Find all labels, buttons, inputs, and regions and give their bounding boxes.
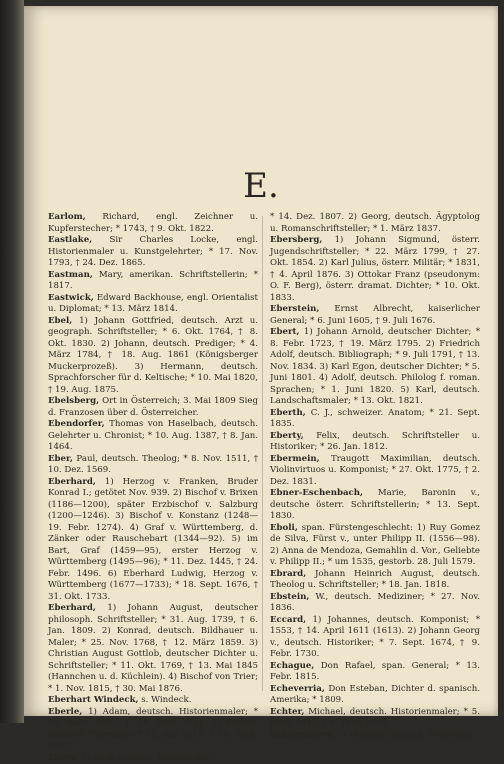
entry-headword: Ebendorfer, [48,419,105,429]
entry-text: 1) Johannes, deutsch. Komponist; * 1553, † 14. April 1611 (1613). 2) Johann Georg v., deutsch. Historiker; * 7. Sept. 1674, † 9. Febr. 1730. [270,615,480,660]
dictionary-entry [270,304,480,327]
entry-text: Mary, amerikan. Schriftstellerin; * 1817. [48,270,258,292]
entry-text: 1) Theodor, deutsch. Philosoph [337,730,472,740]
entry-headword: Eberth, [270,408,306,418]
section-letter-heading: E. [24,166,498,206]
dictionary-entry [270,615,480,661]
left-column [48,212,258,764]
entry-text: Ernst Albrecht, kaiserlicher General; * 6. Juni 1605, † 9. Juli 1676. [270,304,480,326]
entry-text: Don Rafael, span. General; * 13. Febr. 1815. [270,661,480,683]
entry-headword: Ebert, [270,327,300,337]
entry-headword: Echter, [270,707,304,717]
entry-headword: Eboli, [270,523,298,533]
entry-text: 1) Adam, deutsch. Historienmaler; * 26. März 1805, † 18. Dez. 1831. 2) Robert, deutsch. Tiermaler; * 22. Juli 1815, † 19. Sept. 1862. [48,707,258,752]
dictionary-entry [270,408,480,431]
entry-headword: Eber, [48,454,73,464]
dictionary-entry [270,707,480,730]
entry-text: 1) Johann August, deutscher philosoph. Schriftsteller; * 31. Aug. 1739, † 6. Jan. 1809. 2) Konrad, deutsch. Bildhauer u. Maler; * 25. Nov. 1768, † 12. März 1859. 3) Christian August Gottlob, deutscher Dichter u. Schriftsteller; * 11. Okt. 1769, † 13. Mai 1845 (Hannchen u. d. Küchlein). 4) Bischof von Trier; * 1. Nov. 1815, † 30. Mai 1876. [48,603,258,694]
dictionary-entry [270,235,480,304]
entry-text: Richard, engl. Zeichner u. Kupferstecher; * 1743, † 9. Okt. 1822. [48,212,258,234]
entry-text: Marie, Baronin v., deutsche österr. Schriftstellerin; * 13. Sept. 1830. [270,488,480,521]
entry-headword: Eberhard, [48,603,96,613]
entry-headword: Eccard, [270,615,306,625]
entry-text: span. Fürstengeschlecht: 1) Ruy Gomez de Silva, Fürst v., unter Philipp II. (1556—98). 2) Anna de Mendoza, Gemahlin d. Vor., Geliebte v. Philipp II.; * um 1535, gestorb. 28. Juli 1579. [270,523,480,568]
entry-headword: Earlom, [48,212,86,222]
entry-headword: Eastman, [48,270,93,280]
dictionary-entry [48,293,258,316]
dictionary-entry [270,327,480,408]
entry-text: Michael, deutsch. Historienmaler; * 5. März 1812, † 4. Febr. 1879. [270,707,480,729]
entry-text: 1) Johann Sigmund, österr. Jugendschriftsteller; * 22. März 1799, † 27. Okt. 1854. 2) Karl Julius, österr. Militär; * 1831, † 4. April 1876. 3) Ottokar Franz (pseudonym: O. F. Berg), österr. dramat. Dichter; * 10. Okt. 1833. [270,235,480,303]
entry-text: Thomas von Haselbach, deutsch. Gelehrter u. Chronist; * 10. Aug. 1387, † 8. Jan. 1464. [48,419,258,452]
dictionary-entry [270,661,480,684]
dictionary-entry [48,396,258,419]
dictionary-entry [48,316,258,397]
entry-headword: Ebermein, [270,454,320,464]
entry-headword: Ebner-Eschenbach, [270,488,363,498]
book-binding [0,0,24,723]
entry-text: 1) Herzog v. Franken, Bruder Konrad I.; getötet Nov. 939. 2) Bischof v. Brixen (1186—1200), später Erzbischof v. Salzburg (1200—1246). 3) Bischof v. Konstanz (1248—19. Febr. 1274). 4) Graf v. Württemberg, d. Zänker oder Rauschebart (1344—92). 5) im Bart, Graf (1459—95), erster Herzog v. Württemberg (1495—96); * 11. Dez. 1445, † 24. Febr. 1496. 6) Eberhard Ludwig, Herzog v. Württemberg (1677—1733); * 18. Sept. 1676, † 31. Okt. 1733. [48,477,258,602]
dictionary-entry [48,753,258,764]
dictionary-entry [48,235,258,270]
entry-headword: Eberhard, [48,477,96,487]
dictionary-entry [270,730,480,742]
dictionary-entry [270,569,480,592]
entry-text: Paul, deutsch. Theolog; * 8. Nov. 1511, † 10. Dez. 1569. [48,454,258,476]
entry-text: Don Esteban, Dichter d. spanisch. Amerika; * 1809. [270,684,480,706]
entry-text: Traugott Maximilian, deutsch. Violinvirtuos u. Komponist; * 27. Okt. 1775, † 2. Dez. 1831. [270,454,480,487]
entry-headword: Eberstein, [270,304,319,314]
entry-headword: Echague, [270,661,314,671]
entry-headword: Echtermeyer, [270,730,334,740]
entry-text: Ort in Österreich; 3. Mai 1809 Sieg d. Franzosen über d. Österreicher. [48,396,258,418]
column-divider [262,216,263,691]
book-page [24,6,498,716]
entry-text: 1) Johann Gottfried, deutsch. Arzt u. geograph. Schriftsteller; * 6. Okt. 1764, † 8. Okt. 1830. 2) Johann, deutsch. Prediger; * 4. März 1784, † 18. Aug. 1861 (Königsberger Muckerprozeß). 3) Hermann, deutsch. Sprachforscher für d. Keltische; * 10. Mai 1820, † 19. Aug. 1875. [48,316,258,395]
entry-headword: Ebstein, [270,592,309,602]
dictionary-entry [270,488,480,523]
dictionary-entry [48,603,258,695]
entry-headword: Ebrard, [270,569,306,579]
entry-headword: Echeverria, [270,684,325,694]
dictionary-entry [48,212,258,235]
dictionary-entry [270,684,480,707]
dictionary-entry [270,454,480,489]
dictionary-entry [48,477,258,604]
entry-text: Sir Charles Locke, engl. Historienmaler u. Kunstgelehrter; * 17. Nov. 1793, † 24. Dez. 1865. [48,235,258,268]
dictionary-entry [270,592,480,615]
entry-text: Felix, deutsch. Schriftsteller u. Historiker; * 26. Jan. 1812. [270,431,480,453]
entry-text: Edward Backhouse, engl. Orientalist u. Diplomat; * 13. März 1814. [48,293,258,315]
entry-text: Johann Heinrich August, deutsch. Theolog u. Schriftsteller; * 18. Jan. 1818. [270,569,480,591]
dictionary-entry [48,419,258,454]
dictionary-entry [270,523,480,569]
dictionary-entry [48,454,258,477]
dictionary-entry [270,431,480,454]
entry-headword: Eastwick, [48,293,94,303]
entry-text: W., deutsch. Mediziner; * 27. Nov. 1836. [270,592,480,614]
right-column [270,212,480,741]
dictionary-entry [48,707,258,753]
dictionary-entry [48,695,258,707]
entry-text: C. J., schweizer. Anatom; * 21. Sept. 1835. [270,408,480,430]
entry-headword: Eberhart Windeck, [48,695,139,705]
entry-headword: Eastlake, [48,235,92,245]
dictionary-entry [270,212,480,235]
entry-headword: Ebelsberg, [48,396,99,406]
entry-headword: Ebersberg, [270,235,322,245]
entry-text: * 14. Dez. 1807. 2) Georg, deutsch. Ägyptolog u. Romanschriftsteller; * 1. März 1837. [270,212,480,234]
entry-headword: Eberty, [270,431,304,441]
entry-text: s. Windeck. [141,695,191,705]
entry-headword: Ebers, [48,753,78,763]
entry-headword: Eberle, [48,707,82,717]
entry-text: 1) Johann Arnold, deutscher Dichter; * 8. Febr. 1723, † 19. März 1795. 2) Friedrich Adolf, deutsch. Bibliograph; * 9. Juli 1791, † 13. Nov. 1834. 3) Karl Egon, deutscher Dichter; * 5. Juni 1801. 4) Adolf, deutsch. Philolog f. roman. Sprachen; * 1. Juni 1820. 5) Karl, deutsch. Landschaftsmaler; * 13. Okt. 1821. [270,327,480,406]
entry-text: 1) Emil, deutsch. Genremaler; [81,753,213,763]
entry-headword: Ebel, [48,316,72,326]
dictionary-entry [48,270,258,293]
